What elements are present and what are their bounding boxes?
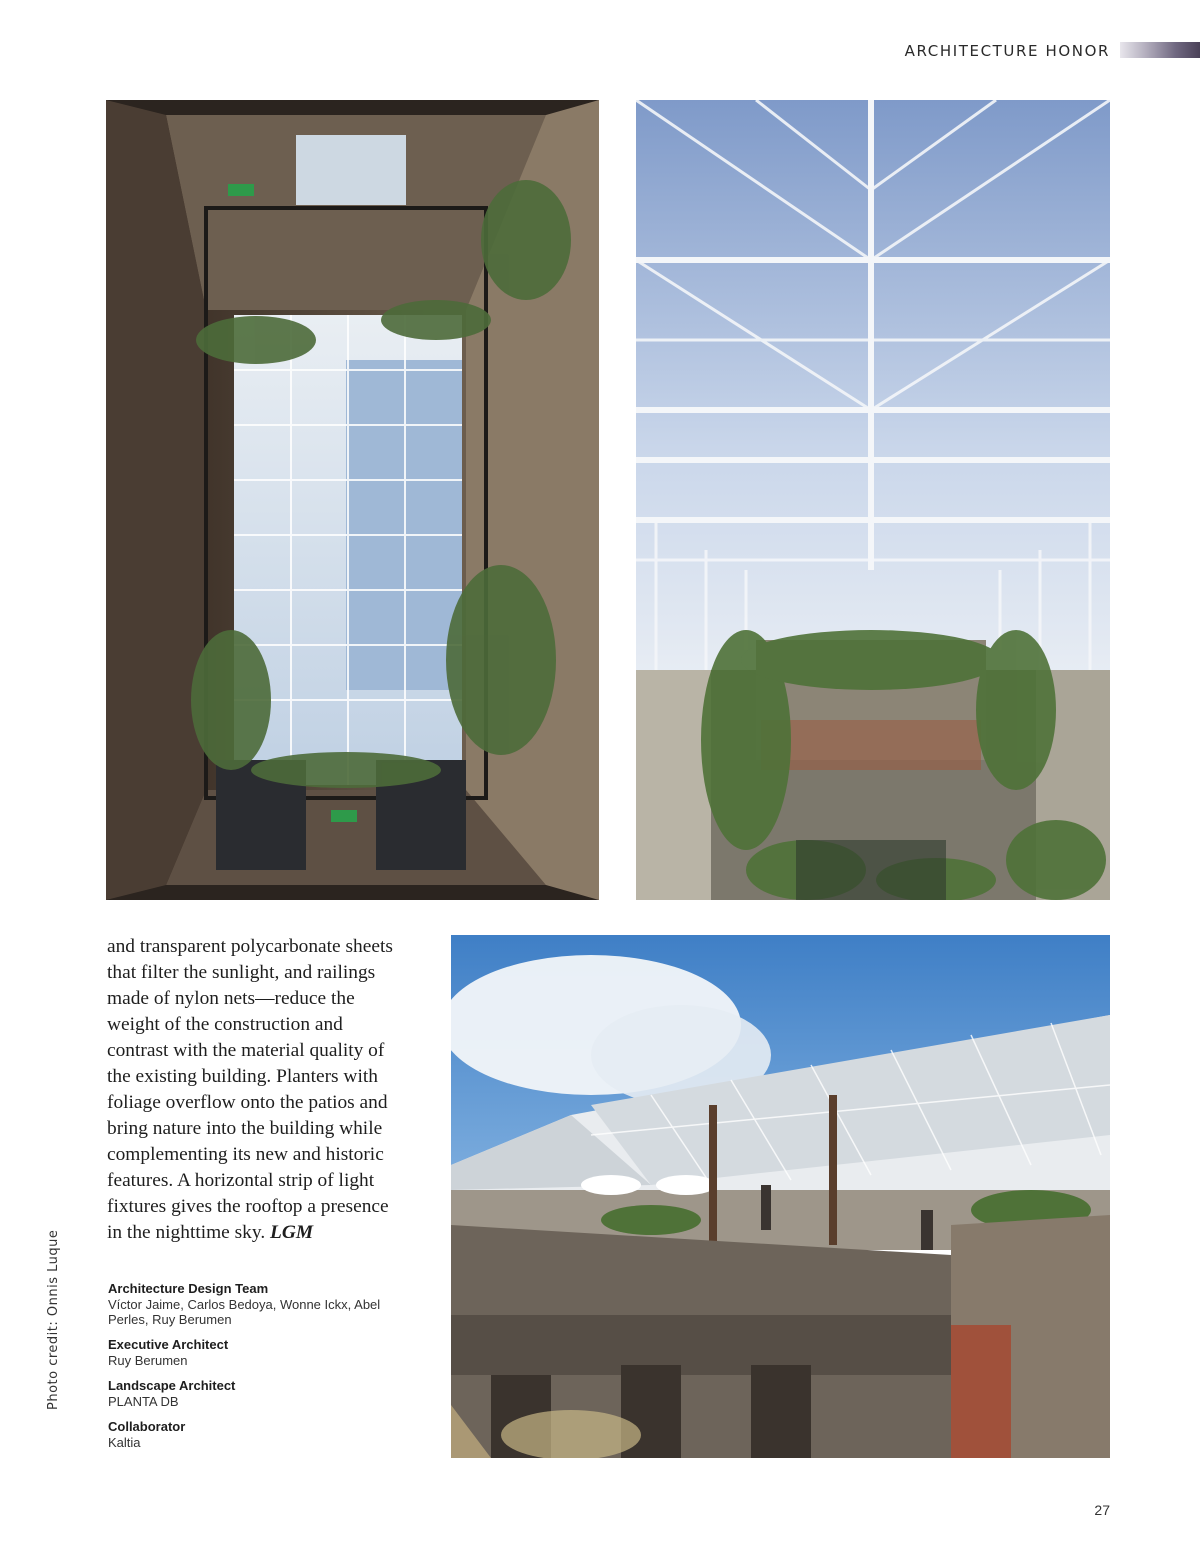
credit-collaborator xyxy=(108,1419,408,1450)
author-signature: LGM xyxy=(270,1222,314,1243)
article-body xyxy=(107,934,407,1246)
photo-credit: Photo credit: Onnis Luque xyxy=(46,1229,61,1410)
section-accent-bar xyxy=(1120,42,1200,58)
page-number: 27 xyxy=(1094,1502,1110,1518)
credit-names: Víctor Jaime, Carlos Bedoya, Wonne Ickx, Abel Perles, Ruy Berumen xyxy=(108,1297,381,1327)
credit-names: Kaltia xyxy=(108,1435,141,1450)
roof-structure-photo xyxy=(636,100,1110,900)
project-credits xyxy=(108,1281,408,1460)
credit-role: Executive Architect xyxy=(108,1337,229,1352)
rooftop-exterior-photo xyxy=(451,935,1110,1458)
article-body-text: and transparent polycarbonate sheets that filter the sunlight, and railings made of nylon nets—reduce the weight of the construction and contrast with the material quality of the existing building. Planters with foliage overflow onto the patios and bring nature into the building while complementing its new and historic features. A horizontal strip of light fixtures gives the rooftop a presence in the nighttime sky. xyxy=(107,936,393,1243)
credit-role: Architecture Design Team xyxy=(108,1281,269,1296)
credit-landscape-architect xyxy=(108,1378,408,1409)
credit-role: Collaborator xyxy=(108,1419,186,1434)
credit-names: Ruy Berumen xyxy=(108,1353,188,1368)
atrium-photo xyxy=(106,100,599,900)
credit-names: PLANTA DB xyxy=(108,1394,179,1409)
section-label: ARCHITECTURE HONOR xyxy=(904,42,1110,60)
credit-role: Landscape Architect xyxy=(108,1378,236,1393)
credit-design-team xyxy=(108,1281,408,1327)
credit-executive-architect xyxy=(108,1337,408,1368)
